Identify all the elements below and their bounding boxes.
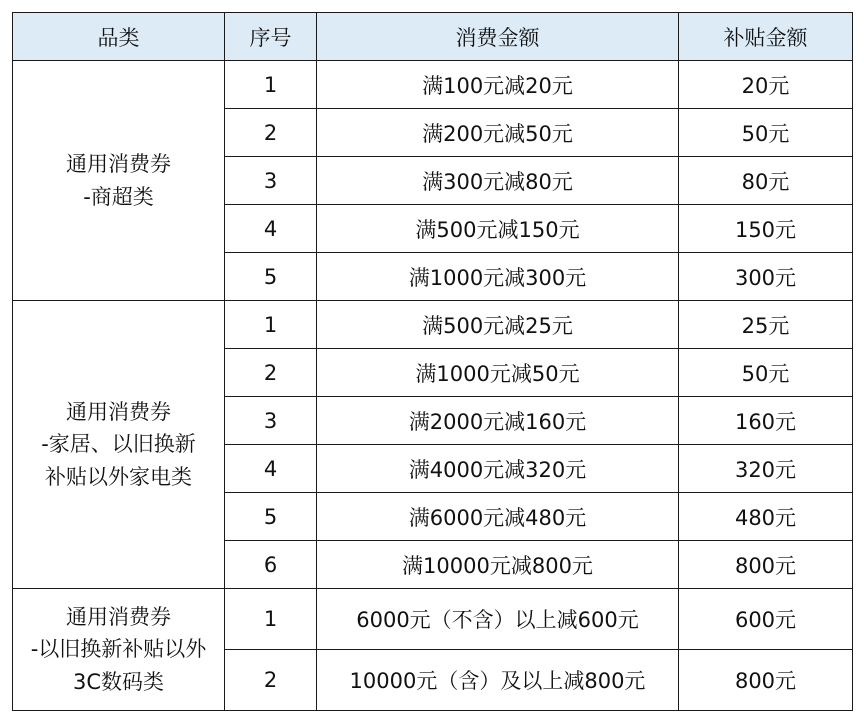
subsidy-amount-cell: 600元 (679, 589, 853, 650)
row-number-cell: 4 (225, 445, 317, 493)
spend-amount-cell: 满4000元减320元 (317, 445, 679, 493)
row-number-cell: 2 (225, 650, 317, 711)
row-number-cell: 5 (225, 253, 317, 301)
subsidy-amount-cell: 20元 (679, 61, 853, 109)
header-subsidy-amount: 补贴金额 (679, 13, 853, 61)
category-label-line: 补贴以外家电类 (45, 464, 192, 489)
category-label-line: -以旧换新补贴以外 (30, 637, 207, 662)
header-row (13, 13, 853, 61)
spend-amount-cell: 6000元（不含）以上减600元 (317, 589, 679, 650)
category-label-line: 通用消费券 (66, 151, 171, 176)
category-label-line: 通用消费券 (66, 604, 171, 629)
spend-amount-cell: 满1000元减300元 (317, 253, 679, 301)
category-label-line: 通用消费券 (66, 399, 171, 424)
spend-amount-cell: 满500元减25元 (317, 301, 679, 349)
row-number-cell: 3 (225, 397, 317, 445)
table-row (13, 301, 853, 349)
subsidy-amount-cell: 50元 (679, 349, 853, 397)
spend-amount-cell: 满300元减80元 (317, 157, 679, 205)
row-number-cell: 3 (225, 157, 317, 205)
row-number-cell: 1 (225, 61, 317, 109)
spend-amount-cell: 满100元减20元 (317, 61, 679, 109)
category-cell (13, 61, 225, 301)
table-row (13, 589, 853, 650)
category-label-line: -家居、以旧换新 (41, 432, 196, 457)
row-number-cell: 1 (225, 589, 317, 650)
spend-amount-cell: 满200元减50元 (317, 109, 679, 157)
header-number: 序号 (225, 13, 317, 61)
row-number-cell: 2 (225, 109, 317, 157)
spend-amount-cell: 满10000元减800元 (317, 541, 679, 589)
category-cell (13, 589, 225, 711)
subsidy-amount-cell: 480元 (679, 493, 853, 541)
spend-amount-cell: 满1000元减50元 (317, 349, 679, 397)
subsidy-amount-cell: 800元 (679, 650, 853, 711)
row-number-cell: 5 (225, 493, 317, 541)
voucher-subsidy-table (12, 12, 853, 711)
spend-amount-cell: 满2000元减160元 (317, 397, 679, 445)
category-label-line: 3C数码类 (72, 669, 165, 694)
row-number-cell: 4 (225, 205, 317, 253)
subsidy-amount-cell: 50元 (679, 109, 853, 157)
subsidy-amount-cell: 80元 (679, 157, 853, 205)
spend-amount-cell: 10000元（含）及以上减800元 (317, 650, 679, 711)
subsidy-amount-cell: 160元 (679, 397, 853, 445)
row-number-cell: 2 (225, 349, 317, 397)
subsidy-amount-cell: 800元 (679, 541, 853, 589)
subsidy-amount-cell: 320元 (679, 445, 853, 493)
header-spend-amount: 消费金额 (317, 13, 679, 61)
subsidy-amount-cell: 150元 (679, 205, 853, 253)
row-number-cell: 6 (225, 541, 317, 589)
spend-amount-cell: 满500元减150元 (317, 205, 679, 253)
header-category: 品类 (13, 13, 225, 61)
spend-amount-cell: 满6000元减480元 (317, 493, 679, 541)
subsidy-amount-cell: 25元 (679, 301, 853, 349)
category-label-line: -商超类 (83, 184, 154, 209)
table-row (13, 61, 853, 109)
category-cell (13, 301, 225, 589)
subsidy-amount-cell: 300元 (679, 253, 853, 301)
row-number-cell: 1 (225, 301, 317, 349)
